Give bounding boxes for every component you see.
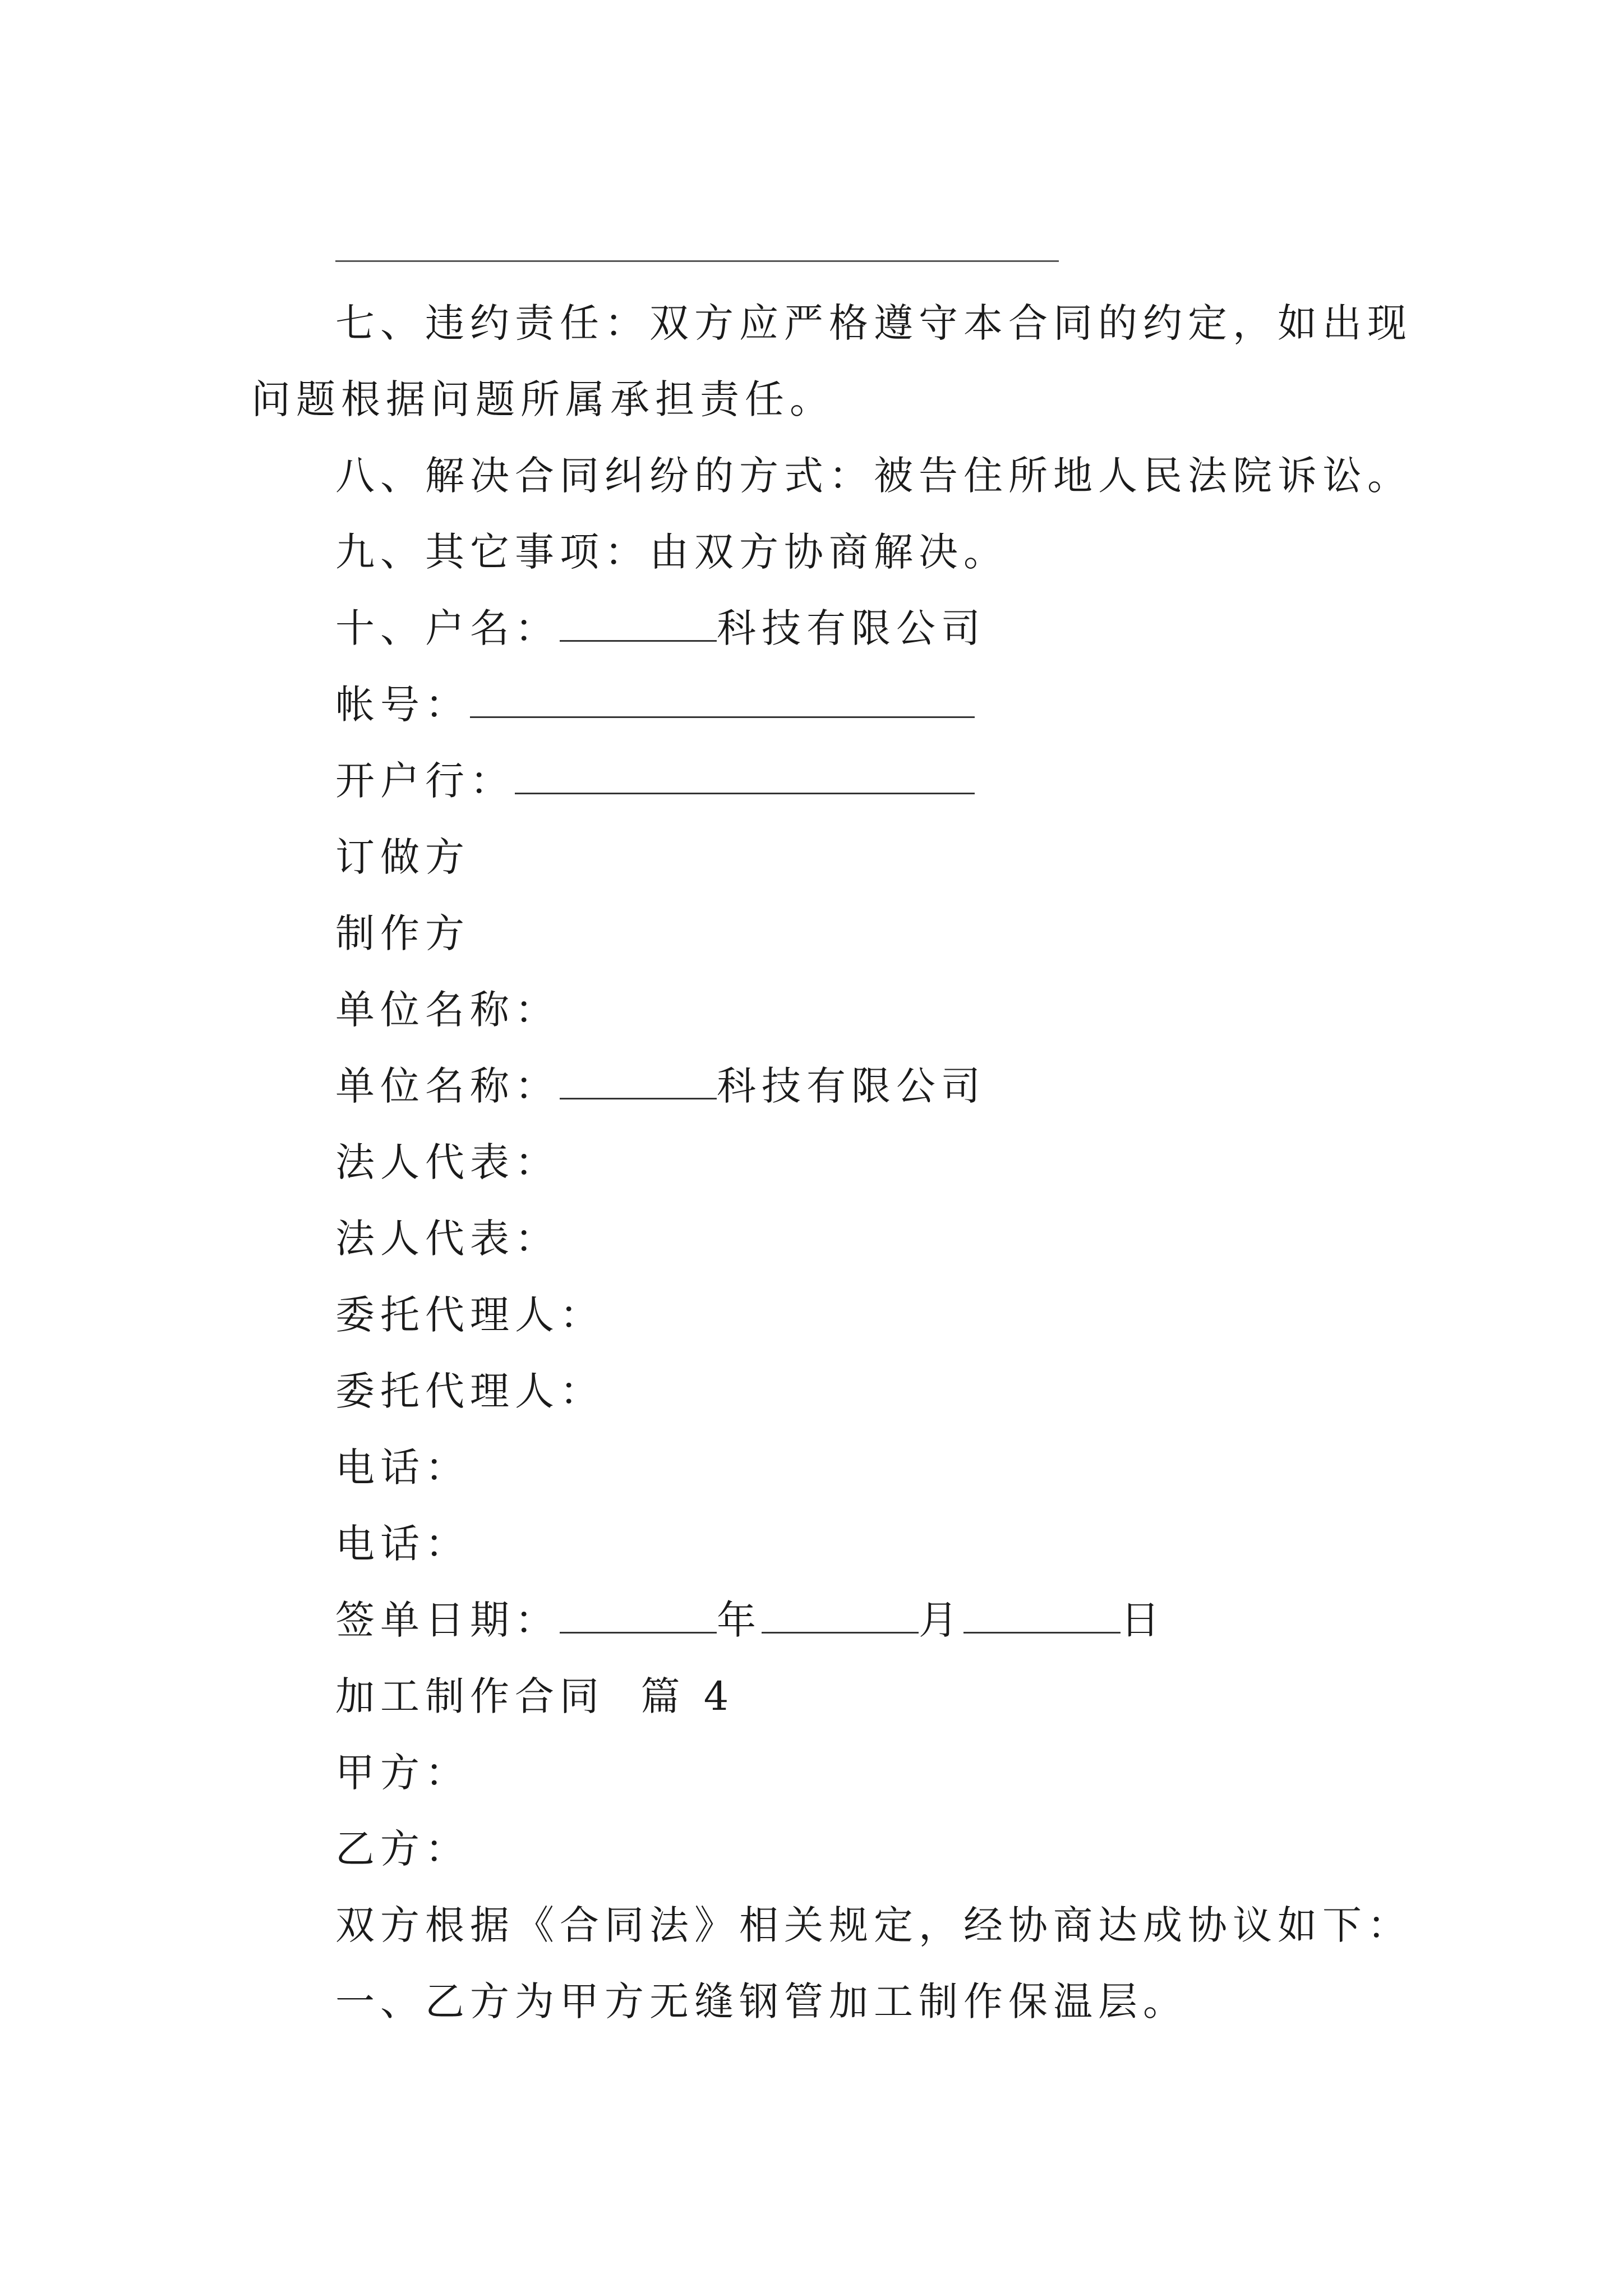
clause-1: 一、乙方为甲方无缝钢管加工制作保温层。 <box>335 1978 1188 2024</box>
bank-line <box>335 743 975 819</box>
clause-7-line1: 七、违约责任：双方应严格遵守本合同的约定，如出现 <box>335 300 1412 346</box>
clause-8: 八、解决合同纠纷的方式：被告住所地人民法院诉讼。 <box>335 453 1412 499</box>
month-label: 月 <box>919 1597 963 1643</box>
account-name-blank <box>560 606 717 642</box>
account-name-suffix: 科技有限公司 <box>717 605 986 651</box>
intro-paragraph: 双方根据《合同法》相关规定，经协商达成协议如下： <box>335 1902 1412 1948</box>
legal-rep-2: 法人代表： <box>335 1216 560 1262</box>
unit-name-2-suffix: 科技有限公司 <box>717 1063 986 1109</box>
unit-name-2-blank <box>560 1064 717 1099</box>
maker-heading: 制作方 <box>335 910 470 956</box>
party-b: 乙方： <box>335 1826 470 1872</box>
unit-name-1: 单位名称： <box>335 987 560 1033</box>
account-number-blank <box>470 683 975 718</box>
clause-7-line2: 问题根据问题所属承担责任。 <box>251 376 834 422</box>
sign-date-line <box>335 1582 1165 1658</box>
account-name-line <box>335 590 986 666</box>
orderer-heading: 订做方 <box>335 834 470 880</box>
contract-title: 加工制作合同 篇 4 <box>335 1673 735 1719</box>
bank-label: 开户行： <box>335 758 515 804</box>
party-a: 甲方： <box>335 1750 470 1796</box>
clause-9: 九、其它事项：由双方协商解决。 <box>335 529 1008 575</box>
account-number-label: 帐号： <box>335 682 470 728</box>
month-blank <box>762 1598 919 1634</box>
account-name-label: 十、户名： <box>335 605 560 651</box>
agent-2: 委托代理人： <box>335 1368 605 1414</box>
sign-date-label: 签单日期： <box>335 1597 560 1643</box>
bank-blank <box>515 759 975 794</box>
day-label: 日 <box>1121 1597 1165 1643</box>
year-blank <box>560 1598 717 1634</box>
phone-1: 电话： <box>335 1444 470 1490</box>
day-blank <box>963 1598 1121 1634</box>
year-label: 年 <box>717 1597 762 1643</box>
unit-name-2-label: 单位名称： <box>335 1063 560 1109</box>
account-number-line <box>335 666 975 743</box>
unit-name-2-line <box>335 1048 986 1124</box>
legal-rep-1: 法人代表： <box>335 1139 560 1185</box>
phone-2: 电话： <box>335 1521 470 1567</box>
top-divider <box>335 260 1059 262</box>
agent-1: 委托代理人： <box>335 1292 605 1338</box>
